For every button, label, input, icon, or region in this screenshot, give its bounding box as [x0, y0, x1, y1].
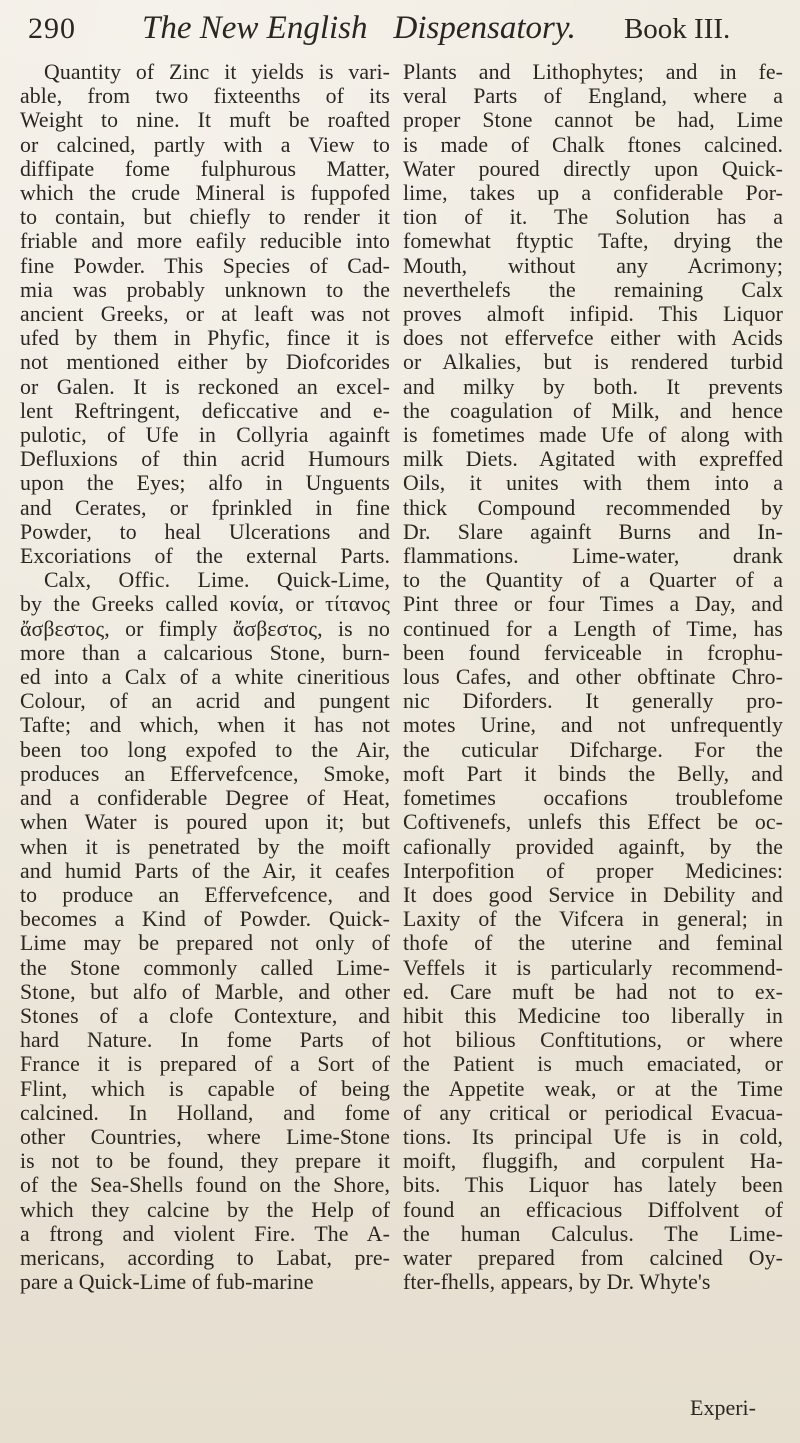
text-line: by the Greeks called κονία, or τίτανος [20, 592, 390, 617]
text-line: Calx, Offic. Lime. Quick-Lime, [44, 568, 390, 593]
text-line: hibit this Medicine too liberally in [403, 1003, 783, 1028]
text-line: hard Nature. In fome Parts of [20, 1028, 390, 1053]
text-line: fometimes occafions troublefome [403, 786, 783, 811]
text-line: other Countries, where Lime-Stone [20, 1124, 390, 1149]
text-line: water prepared from calcined Oy- [403, 1245, 783, 1270]
text-line: the cuticular Difcharge. For the [403, 737, 783, 762]
text-line: mericans, according to Labat, pre- [20, 1245, 390, 1270]
text-line: Weight to nine. It muft be roafted [20, 108, 390, 133]
text-line: or Alkalies, but is rendered turbid [403, 350, 783, 375]
text-line: the human Calculus. The Lime- [403, 1221, 783, 1246]
book-label: Book III. [623, 13, 731, 45]
text-line: motes Urine, and not unfrequently [403, 713, 783, 738]
text-line: or Galen. It is reckoned an excel- [20, 374, 390, 399]
text-line: produces an Effervefcence, Smoke, [20, 761, 390, 786]
text-line: Lime may be prepared not only of [20, 931, 390, 956]
text-line: neverthelefs the remaining Calx [403, 277, 783, 302]
text-line: Stones of a clofe Contexture, and [20, 1003, 390, 1028]
text-line: mia was probably unknown to the [20, 277, 390, 302]
text-line: does not effervefce either with Acids [403, 326, 783, 351]
text-line: veral Parts of England, where a [403, 84, 783, 109]
page-header [22, 10, 782, 66]
text-line: Tafte; and which, when it has not [20, 713, 390, 738]
text-line: Oils, it unites with them into a [403, 471, 783, 496]
text-line: lous Cafes, and other obftinate Chro- [403, 665, 783, 690]
text-line: to contain, but chiefly to render it [20, 205, 390, 230]
text-line: bits. This Liquor has lately been [403, 1173, 783, 1198]
text-line: nic Diforders. It generally pro- [403, 689, 783, 714]
text-line: ufed by them in Phyfic, fince it is [20, 326, 390, 351]
text-line: milk Diets. Agitated with expreffed [403, 447, 783, 472]
text-line: the Appetite weak, or at the Time [403, 1076, 783, 1101]
text-line: not mentioned either by Diofcorides [20, 350, 390, 375]
text-line: fomewhat ftyptic Tafte, drying the [403, 229, 783, 254]
text-line: Laxity of the Vifcera in general; in [403, 907, 783, 932]
text-line: of any critical or periodical Evacua- [403, 1100, 783, 1125]
text-line: upon the Eyes; alfo in Unguents [20, 471, 390, 496]
right-text-column [403, 60, 783, 1294]
text-line: continued for a Length of Time, has [403, 616, 783, 641]
text-line: is made of Chalk ftones calcined. [403, 132, 783, 157]
text-line: a ftrong and violent Fire. The A- [20, 1221, 390, 1246]
text-line: friable and more eafily reducible into [20, 229, 390, 254]
text-line: more than a calcarious Stone, burn- [20, 640, 390, 665]
text-line: cafionally provided againft, by the [403, 834, 783, 859]
text-line: Flint, which is capable of being [20, 1076, 390, 1101]
text-line: Coftivenefs, unlefs this Effect be oc- [403, 810, 783, 835]
text-line: France it is prepared of a Sort of [20, 1052, 390, 1077]
text-line: lime, takes up a confiderable Por- [403, 181, 783, 206]
text-line: ἄσβεστος, or fimply ἄσβεστος, is no [20, 616, 390, 641]
text-line: thick Compound recommended by [403, 495, 783, 520]
page-number: 290 [28, 12, 76, 45]
text-line: It does good Service in Debility and [403, 882, 783, 907]
left-text-column [20, 60, 390, 1294]
text-line: Defluxions of thin acrid Humours [20, 447, 390, 472]
text-line: flammations. Lime-water, drank [403, 544, 783, 569]
text-line: ancient Greeks, or at leaft was not [20, 302, 390, 327]
text-line: to produce an Effervefcence, and [20, 882, 390, 907]
text-line: ed into a Calx of a white cineritious [20, 665, 390, 690]
text-line: when it is penetrated by the moift [20, 834, 390, 859]
text-line: when Water is poured upon it; but [20, 810, 390, 835]
text-line: Dr. Slare againft Burns and In- [403, 519, 783, 544]
text-line: and a confiderable Degree of Heat, [20, 786, 390, 811]
text-line: which they calcine by the Help of [20, 1197, 390, 1222]
text-line: and Cerates, or fprinkled in fine [20, 495, 390, 520]
text-line: Colour, of an acrid and pungent [20, 689, 390, 714]
text-line: Mouth, without any Acrimony; [403, 253, 783, 278]
text-line: Veffels it is particularly recommend- [403, 955, 783, 980]
text-line: tion of it. The Solution has a [403, 205, 783, 230]
text-line: is fometimes made Ufe of along with [403, 423, 783, 448]
text-line: fine Powder. This Species of Cad- [20, 253, 390, 278]
text-line: been found ferviceable in fcrophu- [403, 640, 783, 665]
text-line: Quantity of Zinc it yields is vari- [44, 60, 390, 84]
text-line: the Stone commonly called Lime- [20, 955, 390, 980]
text-line: hot bilious Conftitutions, or where [403, 1028, 783, 1053]
text-line: the Patient is much emaciated, or [403, 1052, 783, 1077]
text-line: Excoriations of the external Parts. [20, 544, 390, 569]
text-line: pulotic, of Ufe in Collyria againft [20, 423, 390, 448]
text-line: which the crude Mineral is fuppofed [20, 181, 390, 206]
text-line: and humid Parts of the Air, it ceafes [20, 858, 390, 883]
text-line: calcined. In Holland, and fome [20, 1100, 390, 1125]
text-line: Pint three or four Times a Day, and [403, 592, 783, 617]
text-line: the coagulation of Milk, and hence [403, 398, 783, 423]
text-line: able, from two fixteenths of its [20, 84, 390, 109]
text-line: been too long expofed to the Air, [20, 737, 390, 762]
text-line: to the Quantity of a Quarter of a [403, 568, 783, 593]
text-line: moift, fluggifh, and corpulent Ha- [403, 1149, 783, 1174]
text-line: moft Part it binds the Belly, and [403, 761, 783, 786]
text-line: diffipate fome fulphurous Matter, [20, 156, 390, 181]
text-line: proper Stone cannot be had, Lime [403, 108, 783, 133]
text-line: becomes a Kind of Powder. Quick- [20, 907, 390, 932]
text-line: found an efficacious Diffolvent of [403, 1197, 783, 1222]
text-line: Powder, to heal Ulcerations and [20, 519, 390, 544]
text-line: ed. Care muft be had not to ex- [403, 979, 783, 1004]
text-line: is not to be found, they prepare it [20, 1149, 390, 1174]
text-line: Water poured directly upon Quick- [403, 156, 783, 181]
text-line: thofe of the uterine and feminal [403, 931, 783, 956]
text-line: lent Reftringent, deficcative and e- [20, 398, 390, 423]
text-line: proves almoft infipid. This Liquor [403, 302, 783, 327]
text-line: and milky by both. It prevents [403, 374, 783, 399]
running-title-left: The New English [142, 10, 368, 46]
text-line: Stone, but alfo of Marble, and other [20, 979, 390, 1004]
text-line: pare a Quick-Lime of fub-marine [20, 1270, 314, 1295]
text-line: Plants and Lithophytes; and in fe- [403, 60, 783, 84]
text-line: Interpofition of proper Medicines: [403, 858, 783, 883]
running-title-right: Dispensatory. [393, 10, 576, 46]
text-line: of the Sea-Shells found on the Shore, [20, 1173, 390, 1198]
text-line: or calcined, partly with a View to [20, 132, 390, 157]
catchword: Experi- [690, 1395, 756, 1420]
text-line: fter-fhells, appears, by Dr. Whyte's [403, 1270, 711, 1295]
text-line: tions. Its principal Ufe is in cold, [403, 1124, 783, 1149]
